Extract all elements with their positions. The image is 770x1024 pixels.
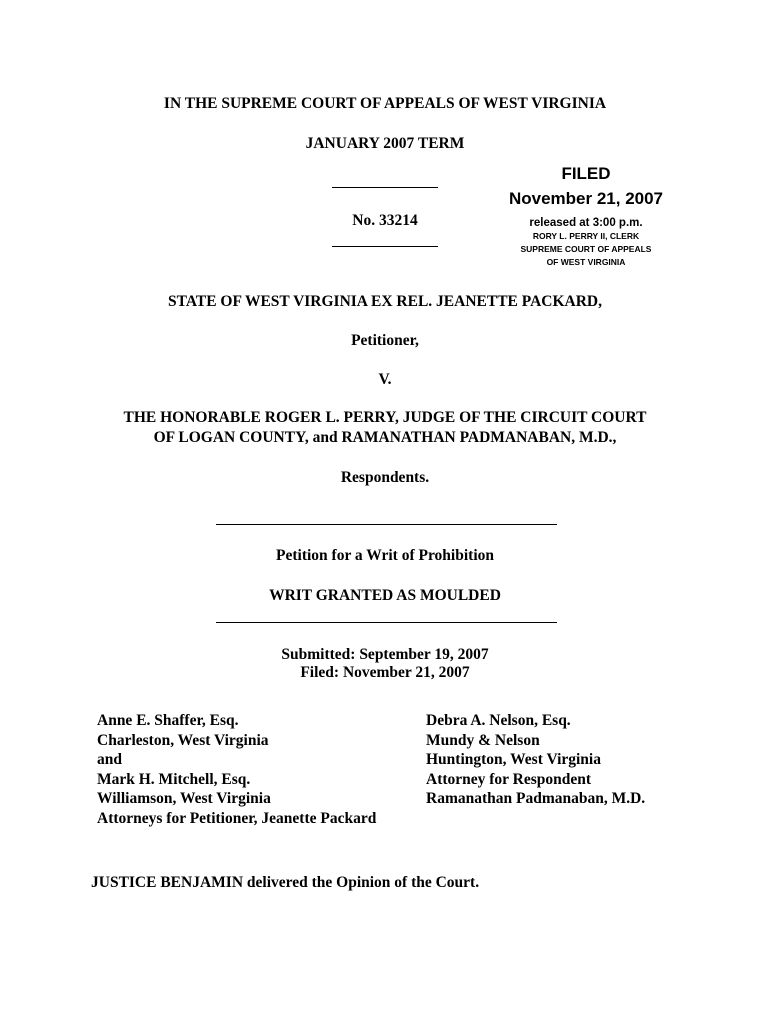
counsel-line: and	[97, 751, 122, 768]
filed-date: Filed: November 21, 2007	[300, 664, 470, 681]
counsel-line: Attorneys for Petitioner, Jeanette Packard	[97, 809, 377, 827]
petitioner-label: Petitioner,	[351, 332, 419, 349]
court-name-line2: OF WEST VIRGINIA	[546, 257, 626, 267]
counsel-line: Williamson, West Virginia	[97, 790, 271, 807]
counsel-line: Debra A. Nelson, Esq.	[426, 712, 571, 729]
counsel-line: Ramanathan Padmanaban, M.D.	[426, 790, 646, 807]
counsel-line: Huntington, West Virginia	[426, 751, 601, 768]
respondents-caption-line1: THE HONORABLE ROGER L. PERRY, JUDGE OF THE CIRCUIT COURT	[123, 409, 647, 426]
counsel-line: Mark H. Mitchell, Esq.	[97, 770, 251, 788]
respondents-label: Respondents.	[340, 469, 430, 486]
release-time: released at 3:00 p.m.	[529, 217, 643, 229]
respondents-caption-line2: OF LOGAN COUNTY, and RAMANATHAN PADMANABAN, M.D.,	[153, 429, 617, 446]
counsel-line: Mundy & Nelson	[426, 731, 540, 749]
docket-rule-top	[332, 187, 438, 188]
court-name-line1: SUPREME COURT OF APPEALS	[520, 244, 652, 254]
section-rule-bottom	[216, 622, 557, 623]
docket-rule-bottom	[332, 246, 438, 247]
counsel-line: Anne E. Shaffer, Esq.	[97, 712, 239, 729]
court-title: IN THE SUPREME COURT OF APPEALS OF WEST VIRGINIA	[163, 95, 607, 112]
relator-caption: STATE OF WEST VIRGINIA EX REL. JEANETTE PACKARD,	[168, 293, 602, 310]
submitted-date: Submitted: September 19, 2007	[281, 646, 489, 663]
petition-type: Petition for a Writ of Prohibition	[276, 547, 494, 564]
petitioner-counsel	[97, 711, 417, 828]
counsel-line: Attorney for Respondent	[426, 770, 592, 788]
disposition: WRIT GRANTED AS MOULDED	[269, 587, 501, 604]
filed-stamp-date: November 21, 2007	[508, 189, 664, 208]
filed-stamp	[500, 164, 672, 269]
filed-label: FILED	[561, 164, 611, 183]
court-term: JANUARY 2007 TERM	[305, 135, 465, 152]
versus-label: V.	[378, 371, 392, 388]
clerk-name: RORY L. PERRY II, CLERK	[532, 231, 640, 241]
opinion-author-line: JUSTICE BENJAMIN delivered the Opinion of the Court.	[91, 874, 480, 891]
section-rule-top	[216, 524, 557, 525]
counsel-line: Charleston, West Virginia	[97, 731, 269, 749]
respondent-counsel	[426, 711, 746, 809]
docket-number: No. 33214	[352, 212, 418, 229]
